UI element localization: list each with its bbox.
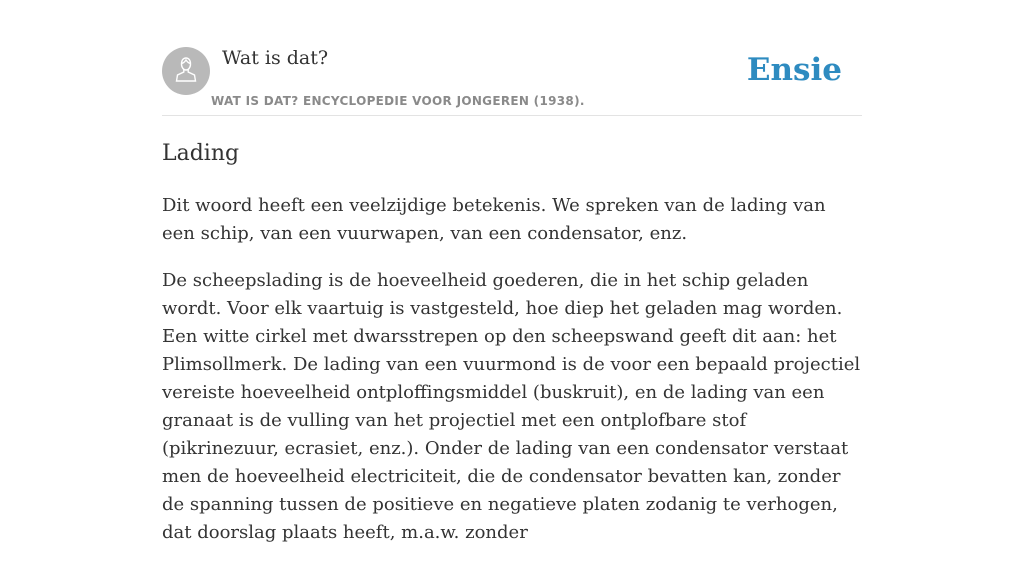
source-avatar[interactable] bbox=[162, 47, 210, 95]
entry-title: Lading bbox=[162, 141, 240, 166]
source-title[interactable]: Wat is dat? bbox=[222, 47, 329, 69]
entry-paragraph: De scheepslading is de hoeveelheid goederen, die in het schip geladen wordt. Voor elk vaartuig is vastgesteld, hoe diep het geladen mag worden. Een witte cirkel met dwarsstrepen op den scheepswand geeft dit aan: het Plimsollmerk. De lading van een vuurmond is de voor een bepaald projectiel vereiste hoeveelheid ontploffingsmiddel (buskruit), en de lading van een granaat is de vulling van het projectiel met een ontplofbare stof (pikrinezuur, ecrasiet, enz.). Onder de lading van een condensator verstaat men de hoeveelheid electriciteit, die de condensator bevatten kan, zonder de spanning tussen de positieve en negatieve platen zodanig te verhogen, dat doorslag plaats heeft, m.a.w. zonder bbox=[162, 270, 861, 543]
entry-paragraph: Dit woord heeft een veelzijdige betekenis. We spreken van de lading van een schip, van een vuurwapen, van een condensator, enz. bbox=[162, 195, 826, 244]
source-subtitle[interactable]: WAT IS DAT? ENCYCLOPEDIE VOOR JONGEREN (1938). bbox=[211, 94, 585, 108]
entry-body bbox=[162, 192, 862, 566]
user-silhouette-icon bbox=[171, 54, 201, 89]
source-header bbox=[162, 0, 862, 116]
content-container bbox=[162, 0, 862, 543]
brand-logo[interactable]: Ensie bbox=[746, 52, 842, 88]
